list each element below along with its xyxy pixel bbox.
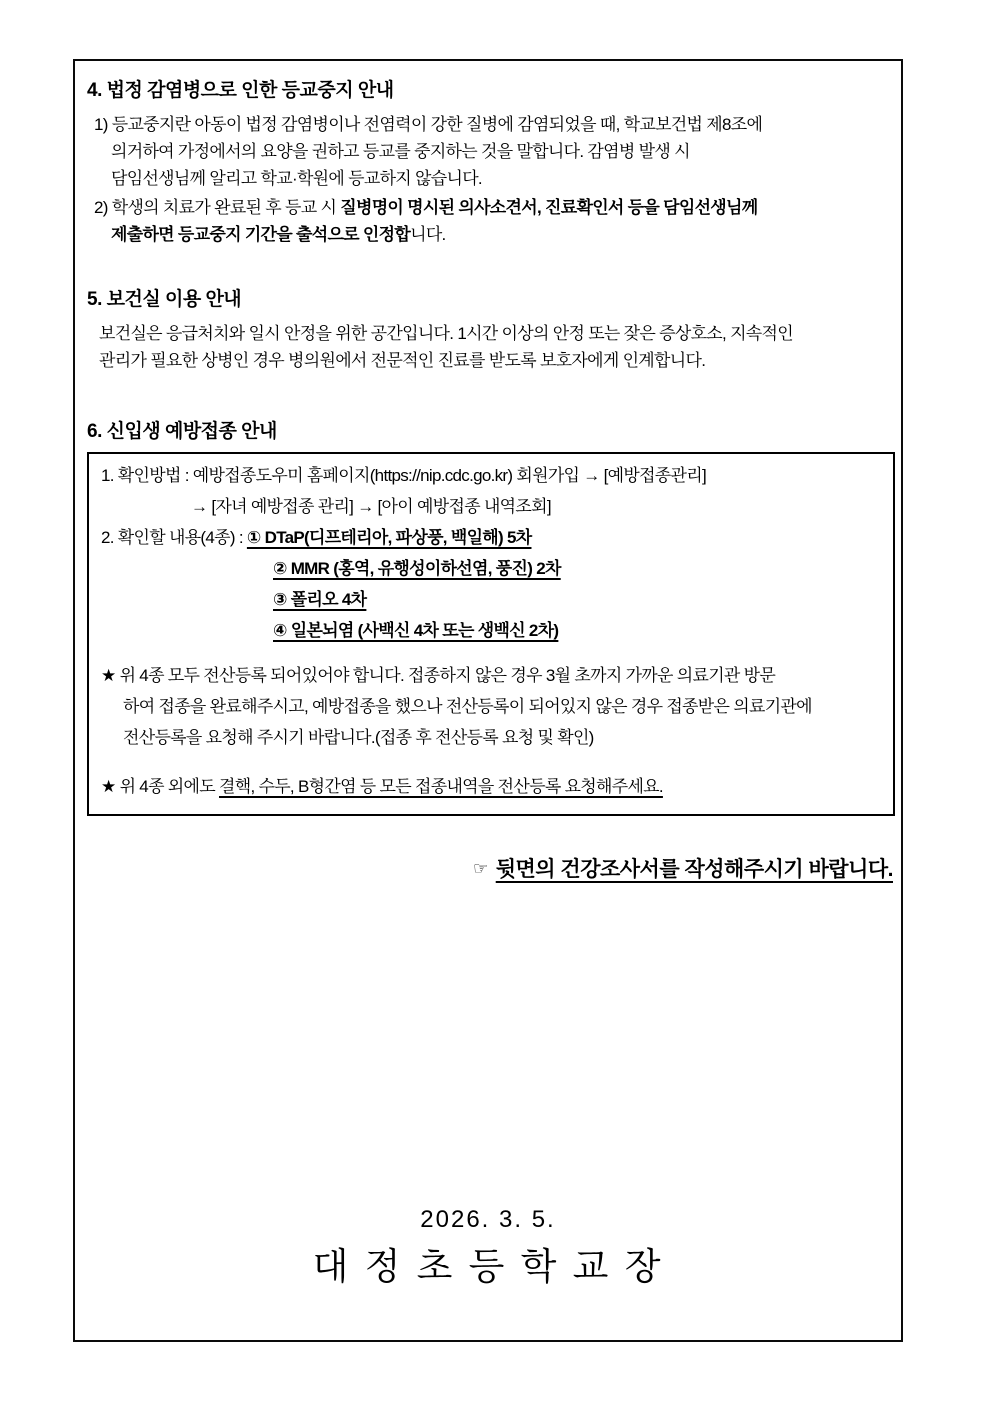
suspension-item-2-bold-text-2: 제출하면 등교중지 기간을 출석으로 인정합 (111, 225, 411, 244)
back-page-survey-note (87, 852, 895, 887)
registration-notice-1-line-1: ★ 위 4종 모두 전산등록 되어있어야 합니다. 접종하지 않은 경우 3월 초까지 가까운 의료기관 방문 (101, 666, 776, 685)
vaccine-item-japanese-encephalitis: ④ 일본뇌염 (사백신 4차 또는 생백신 2차) (273, 621, 559, 640)
vaccine-item-mmr: ② MMR (홍역, 유행성이하선염, 풍진) 2차 (273, 559, 561, 578)
vaccine-item-polio: ③ 폴리오 4차 (273, 590, 367, 609)
suspension-item-1 (94, 111, 895, 192)
suspension-item-2-line-1 (94, 194, 895, 221)
registration-notice-2 (101, 771, 883, 802)
registration-notice-2-underlined: 결핵, 수두, B형간염 등 모든 접종내역을 전산등록 요청해주세요. (219, 777, 663, 796)
back-page-survey-note-text: 뒷면의 건강조사서를 작성해주시기 바랍니다. (495, 858, 893, 881)
registration-notice-1-line-3: 전산등록을 요청해 주시기 바랍니다.(접종 후 전산등록 요청 및 확인) (123, 728, 594, 747)
suspension-item-2-bold-text: 질병명이 명시된 의사소견서, 진료확인서 등을 담임선생님께 (340, 198, 758, 217)
vaccination-method-line-2: → [자녀 예방접종 관리] → [아이 예방접종 내역조회] (191, 497, 551, 516)
notice-border-box (73, 59, 903, 1342)
suspension-item-1-line-1: 1) 등교중지란 아동이 법정 감염병이나 전염력이 강한 질병에 감염되었을 때, 학교보건법 제8조에 (94, 115, 763, 134)
suspension-item-2-regular-text: 2) 학생의 치료가 완료된 후 등교 시 (94, 198, 341, 217)
vaccine-item-dtap: ① DTaP(디프테리아, 파상풍, 백일해) 5차 (246, 528, 532, 547)
health-room-body (99, 320, 895, 374)
suspension-item-1-line-3: 담임선생님께 알리고 학교·학원에 등교하지 않습니다. (111, 169, 482, 188)
vaccine-line-polio (101, 584, 883, 615)
signature-block (75, 1206, 901, 1290)
principal-signature: 대 정 초 등 학 교 장 (312, 1246, 664, 1287)
vaccine-line-je (101, 615, 883, 646)
vaccine-line-mmr (101, 553, 883, 584)
registration-notice-1 (101, 660, 883, 753)
suspension-item-1-line-2: 의거하여 가정에서의 요양을 권하고 등교를 중지하는 것을 말합니다. 감염병 발생 시 (111, 142, 690, 161)
suspension-item-2-regular-text-2: 니다. (410, 225, 446, 244)
vaccination-info-box (87, 452, 895, 816)
suspension-item-2 (94, 194, 895, 248)
health-room-line-2: 관리가 필요한 상병인 경우 병의원에서 전문적인 진료를 받도록 보호자에게 인계합니다. (99, 351, 706, 370)
registration-notice-1-line-2: 하여 접종을 완료해주시고, 예방접종을 했으나 전산등록이 되어있지 않은 경우 접종받은 의료기관에 (123, 697, 812, 716)
vaccination-check-line (101, 522, 883, 553)
vaccination-method-line-1: 1. 확인방법 : 예방접종도우미 홈페이지(https://nip.cdc.go.kr) 회원가입 → [예방접종관리] (101, 466, 706, 485)
section-vaccination-heading: 6. 신입생 예방접종 안내 (87, 421, 277, 442)
vaccination-check-label: 2. 확인할 내용(4종) : (101, 528, 247, 547)
pointing-hand-icon: ☞ (472, 859, 488, 878)
suspension-item-2-line-2 (94, 221, 895, 248)
section-health-room-heading: 5. 보건실 이용 안내 (87, 289, 242, 310)
document-date: 2026. 3. 5. (420, 1206, 556, 1233)
section-suspension-heading: 4. 법정 감염병으로 인한 등교중지 안내 (87, 80, 394, 101)
health-room-line-1: 보건실은 응급처치와 일시 안정을 위한 공간입니다. 1시간 이상의 안정 또는 잦은 증상호소, 지속적인 (99, 324, 793, 343)
registration-notice-2-prefix: ★ 위 4종 외에도 (101, 777, 219, 796)
